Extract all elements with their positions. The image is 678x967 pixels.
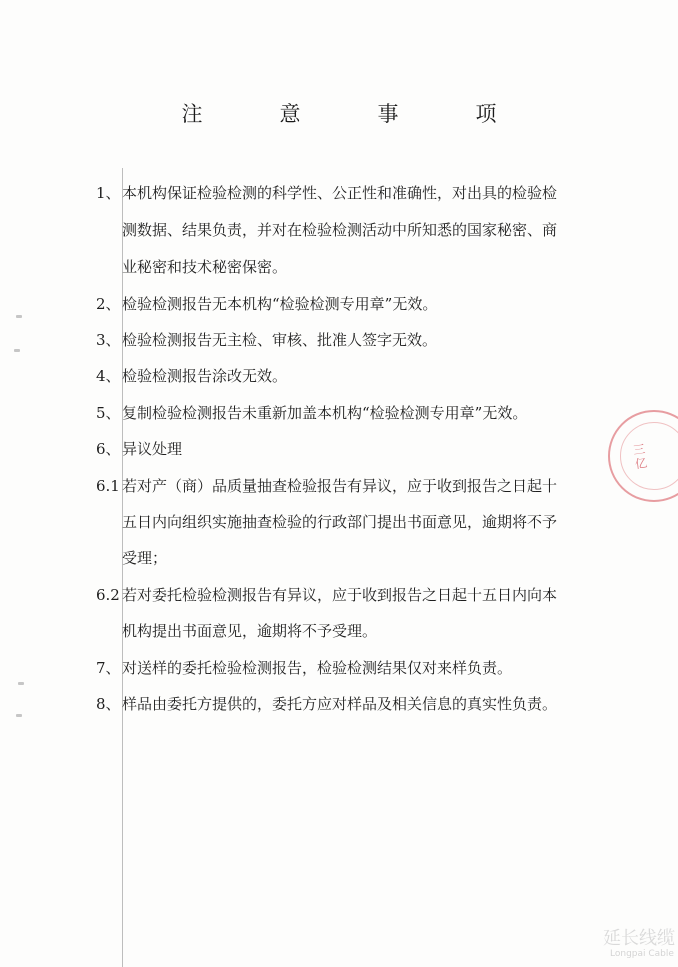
item-number: 6.2 [96, 586, 120, 604]
item-text-line: 若对委托检验检测报告有异议，应于收到报告之日起十五日内向本 [122, 586, 558, 604]
seal-text: 三亿 [632, 441, 648, 472]
item-text-line: 复制检验检测报告未重新加盖本机构“检验检测专用章”无效。 [122, 404, 528, 422]
official-seal-stamp [608, 410, 678, 502]
item-text-line: 检验检测报告无主检、审核、批准人签字无效。 [122, 331, 438, 349]
item-number: 7、 [96, 659, 121, 677]
item-text-line: 对送样的委托检验检测报告，检验检测结果仅对来样负责。 [122, 659, 513, 677]
margin-mark [16, 714, 22, 717]
item-number: 6.1 [96, 477, 120, 495]
item-number: 2、 [96, 295, 121, 313]
item-text-line: 本机构保证检验检测的科学性、公正性和准确性，对出具的检验检 [122, 184, 558, 202]
item-text-line: 检验检测报告涂改无效。 [122, 367, 288, 385]
margin-mark [18, 682, 24, 685]
margin-mark [16, 315, 22, 318]
item-text-line: 业秘密和技术秘密保密。 [122, 258, 288, 276]
item-text-line: 机构提出书面意见，逾期将不予受理。 [122, 622, 378, 640]
item-text-line: 样品由委托方提供的，委托方应对样品及相关信息的真实性负责。 [122, 695, 558, 713]
item-text-line: 五日内向组织实施抽查检验的行政部门提出书面意见，逾期将不予 [122, 513, 558, 531]
item-text-line: 受理； [122, 549, 168, 567]
page-title: 注 意 事 项 [181, 102, 525, 126]
item-text-line: 若对产（商）品质量抽查检验报告有异议，应于收到报告之日起十 [122, 477, 558, 495]
margin-mark [14, 349, 20, 352]
watermark-logo-text: 延长线缆 [603, 928, 675, 949]
item-number: 5、 [96, 404, 121, 422]
item-text-line: 测数据、结果负责，并对在检验检测活动中所知悉的国家秘密、商 [122, 221, 558, 239]
item-number: 3、 [96, 331, 121, 349]
item-text-line: 检验检测报告无本机构“检验检测专用章”无效。 [122, 295, 438, 313]
item-number: 6、 [96, 440, 121, 458]
watermark-subtext: Longpai Cable [610, 949, 674, 959]
item-number: 1、 [96, 184, 121, 202]
item-text-line: 异议处理 [122, 440, 183, 458]
item-number: 8、 [96, 695, 121, 713]
item-number: 4、 [96, 367, 121, 385]
